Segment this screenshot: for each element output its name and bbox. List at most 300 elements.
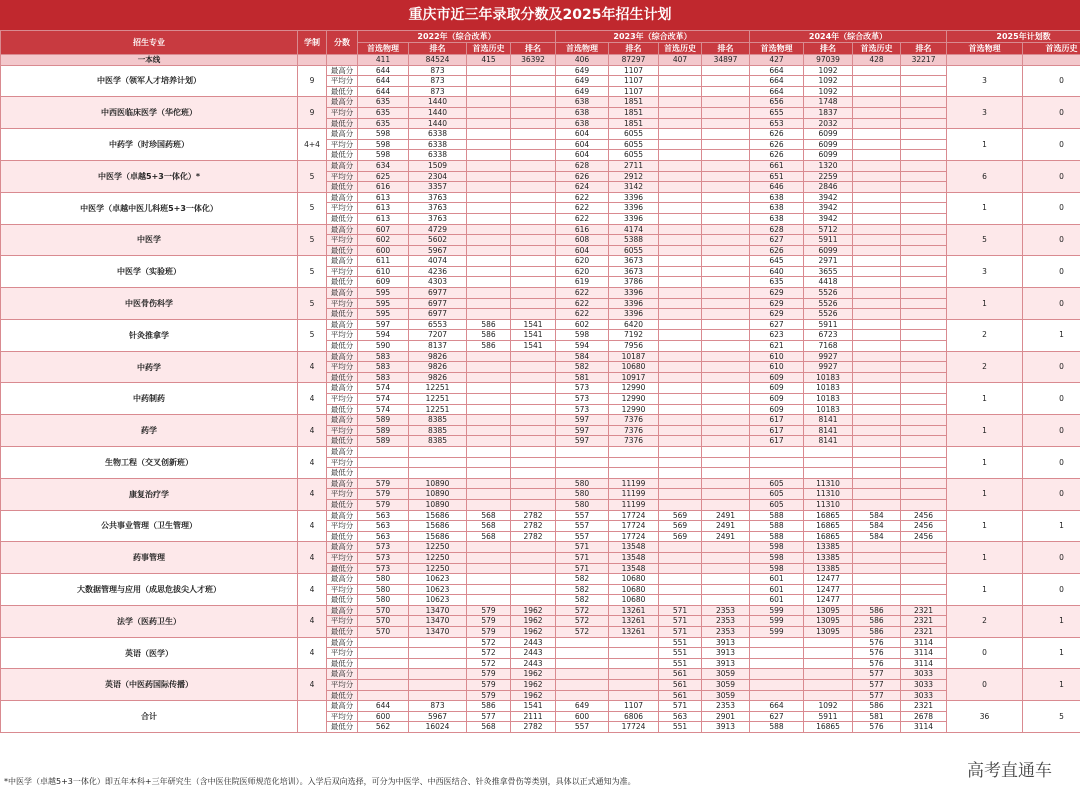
- score-cell: 661: [750, 160, 804, 171]
- score-cell: [467, 362, 511, 373]
- score-cell: 561: [659, 680, 702, 691]
- score-cell: 568: [467, 722, 511, 733]
- score-type-label: 最低分: [327, 245, 358, 256]
- plan-history: 0: [1023, 542, 1080, 574]
- score-cell: 601: [750, 574, 804, 585]
- score-cell: 557: [556, 722, 609, 733]
- score-cell: 598: [750, 542, 804, 553]
- score-cell: [467, 76, 511, 87]
- score-cell: [659, 139, 702, 150]
- score-cell: [853, 150, 901, 161]
- score-cell: [853, 288, 901, 299]
- score-cell: [659, 351, 702, 362]
- major-duration: 4: [298, 510, 327, 542]
- plan-physics: 2: [947, 351, 1023, 383]
- score-cell: [853, 192, 901, 203]
- score-cell: [659, 288, 702, 299]
- score-cell: 2111: [511, 711, 556, 722]
- score-cell: 13261: [609, 605, 659, 616]
- score-cell: [467, 213, 511, 224]
- score-cell: 551: [659, 637, 702, 648]
- footnote: *中医学（卓越5+3一体化）即五年本科+三年研究生（含中医住院医师规范化培训）。入学后双向选择，可分为中医学、中西医结合、针灸推拿骨伤等类别，具体以正式通知为准。: [4, 777, 636, 786]
- score-cell: [750, 468, 804, 479]
- score-cell: [853, 404, 901, 415]
- score-cell: [467, 404, 511, 415]
- score-cell: 626: [750, 150, 804, 161]
- score-cell: 13095: [804, 616, 853, 627]
- plan-physics: 2: [947, 319, 1023, 351]
- score-cell: [609, 669, 659, 680]
- major-group: [1, 351, 1080, 383]
- score-cell: 622: [556, 203, 609, 214]
- score-cell: [702, 383, 750, 394]
- score-cell: 5388: [609, 235, 659, 246]
- score-cell: [659, 298, 702, 309]
- score-type-label: 最高分: [327, 415, 358, 426]
- score-cell: 13470: [409, 605, 467, 616]
- score-cell: 582: [556, 595, 609, 606]
- score-cell: [659, 383, 702, 394]
- score-cell: [901, 139, 947, 150]
- score-cell: [853, 235, 901, 246]
- score-cell: 625: [358, 171, 409, 182]
- score-cell: 638: [750, 213, 804, 224]
- score-cell: 15686: [409, 531, 467, 542]
- table-row: [1, 446, 1080, 457]
- score-cell: [702, 76, 750, 87]
- score-type-label: 最低分: [327, 372, 358, 383]
- score-cell: [467, 574, 511, 585]
- score-cell: [702, 372, 750, 383]
- score-cell: 655: [750, 107, 804, 118]
- subheader-history: 首选历史: [659, 43, 702, 55]
- score-cell: [901, 192, 947, 203]
- score-cell: [853, 499, 901, 510]
- score-cell: [901, 277, 947, 288]
- score-cell: 605: [750, 478, 804, 489]
- score-cell: 2321: [901, 627, 947, 638]
- score-cell: 16865: [804, 531, 853, 542]
- score-cell: [853, 595, 901, 606]
- score-cell: [853, 446, 901, 457]
- score-cell: 574: [358, 394, 409, 405]
- score-type-label: 最高分: [327, 478, 358, 489]
- score-cell: 604: [556, 129, 609, 140]
- major-name: 公共事业管理（卫生管理）: [1, 510, 298, 542]
- score-cell: [702, 552, 750, 563]
- score-cell: [659, 76, 702, 87]
- score-cell: 602: [358, 235, 409, 246]
- score-cell: [556, 690, 609, 701]
- score-cell: 10623: [409, 574, 467, 585]
- major-duration: 5: [298, 288, 327, 320]
- score-cell: 7376: [609, 415, 659, 426]
- score-cell: 12250: [409, 552, 467, 563]
- score-cell: [804, 468, 853, 479]
- score-cell: 1107: [609, 65, 659, 76]
- score-cell: [702, 235, 750, 246]
- major-group: [1, 129, 1080, 161]
- plan-history: 1: [1023, 605, 1080, 637]
- score-cell: 2353: [702, 701, 750, 712]
- score-cell: 568: [467, 531, 511, 542]
- score-cell: 589: [358, 425, 409, 436]
- score-cell: [409, 468, 467, 479]
- score-cell: [901, 457, 947, 468]
- score-cell: [702, 107, 750, 118]
- score-cell: 2782: [511, 521, 556, 532]
- score-cell: 638: [556, 118, 609, 129]
- score-cell: 597: [556, 415, 609, 426]
- score-cell: 8141: [804, 415, 853, 426]
- score-cell: 2304: [409, 171, 467, 182]
- major-group: [1, 446, 1080, 478]
- score-cell: 15686: [409, 510, 467, 521]
- score-cell: 557: [556, 531, 609, 542]
- score-cell: 6099: [804, 245, 853, 256]
- major-group: [1, 669, 1080, 701]
- score-cell: 5526: [804, 298, 853, 309]
- score-cell: [467, 139, 511, 150]
- baseline-row: [1, 55, 1080, 66]
- score-type-label: 最低分: [327, 468, 358, 479]
- score-cell: [901, 171, 947, 182]
- score-type-label: 最低分: [327, 341, 358, 352]
- score-cell: 629: [750, 309, 804, 320]
- major-duration: 4: [298, 383, 327, 415]
- score-cell: [409, 690, 467, 701]
- table-row: [1, 510, 1080, 521]
- score-cell: [358, 637, 409, 648]
- score-cell: [511, 542, 556, 553]
- score-cell: [511, 235, 556, 246]
- score-cell: 17724: [609, 521, 659, 532]
- score-cell: [702, 288, 750, 299]
- score-cell: 3396: [609, 298, 659, 309]
- major-name: 中医学（实验班）: [1, 256, 298, 288]
- score-cell: 628: [750, 224, 804, 235]
- plan-history: 0: [1023, 415, 1080, 447]
- score-cell: 573: [358, 542, 409, 553]
- score-cell: 8385: [409, 436, 467, 447]
- score-type-label: 平均分: [327, 298, 358, 309]
- score-cell: 3942: [804, 203, 853, 214]
- score-cell: [467, 97, 511, 108]
- score-cell: 613: [358, 203, 409, 214]
- score-cell: 10680: [609, 595, 659, 606]
- score-cell: 10680: [609, 362, 659, 373]
- score-cell: 10183: [804, 372, 853, 383]
- score-cell: [409, 680, 467, 691]
- score-cell: 616: [358, 182, 409, 193]
- score-cell: 3763: [409, 192, 467, 203]
- score-cell: [702, 415, 750, 426]
- score-cell: [901, 415, 947, 426]
- score-cell: 557: [556, 510, 609, 521]
- plan-history: 0: [1023, 351, 1080, 383]
- score-cell: [702, 86, 750, 97]
- score-cell: 16865: [804, 722, 853, 733]
- major-group: [1, 510, 1080, 542]
- table-row: [1, 97, 1080, 108]
- score-cell: [659, 563, 702, 574]
- score-cell: [853, 383, 901, 394]
- score-cell: 12251: [409, 394, 467, 405]
- score-cell: 598: [556, 330, 609, 341]
- major-group: [1, 319, 1080, 351]
- baseline-value: 84524: [409, 55, 467, 66]
- score-cell: 588: [750, 722, 804, 733]
- score-cell: [467, 394, 511, 405]
- score-cell: 579: [358, 478, 409, 489]
- score-cell: [358, 457, 409, 468]
- score-type-label: 最低分: [327, 182, 358, 193]
- score-cell: [804, 637, 853, 648]
- score-type-label: 最低分: [327, 563, 358, 574]
- score-cell: [702, 457, 750, 468]
- score-cell: [659, 341, 702, 352]
- table-row: [1, 288, 1080, 299]
- score-cell: [511, 86, 556, 97]
- score-cell: 6055: [609, 139, 659, 150]
- plan-history: 0: [1023, 97, 1080, 129]
- score-cell: [556, 648, 609, 659]
- score-cell: 12477: [804, 595, 853, 606]
- score-cell: [467, 192, 511, 203]
- score-cell: 586: [853, 605, 901, 616]
- score-cell: [901, 160, 947, 171]
- score-cell: [702, 478, 750, 489]
- score-cell: 640: [750, 266, 804, 277]
- score-cell: 873: [409, 76, 467, 87]
- score-cell: 10917: [609, 372, 659, 383]
- score-cell: [659, 457, 702, 468]
- score-cell: 570: [358, 616, 409, 627]
- score-cell: 2491: [702, 531, 750, 542]
- score-cell: [901, 552, 947, 563]
- plan-history: 0: [1023, 65, 1080, 97]
- score-cell: 3059: [702, 669, 750, 680]
- score-cell: 573: [556, 383, 609, 394]
- score-cell: [853, 309, 901, 320]
- score-cell: 8141: [804, 436, 853, 447]
- score-cell: 2353: [702, 627, 750, 638]
- score-cell: 6977: [409, 298, 467, 309]
- major-name: 药学: [1, 415, 298, 447]
- admission-score-table: [0, 30, 1080, 733]
- score-cell: [467, 351, 511, 362]
- score-cell: 635: [358, 97, 409, 108]
- score-type-label: 平均分: [327, 584, 358, 595]
- score-cell: [853, 171, 901, 182]
- score-type-label: 平均分: [327, 616, 358, 627]
- score-cell: 873: [409, 86, 467, 97]
- score-cell: 644: [358, 76, 409, 87]
- score-type-label: 最低分: [327, 595, 358, 606]
- score-cell: [750, 680, 804, 691]
- plan-physics: 36: [947, 701, 1023, 733]
- score-cell: [511, 362, 556, 373]
- score-cell: [702, 266, 750, 277]
- score-type-label: 最低分: [327, 309, 358, 320]
- score-cell: [853, 574, 901, 585]
- score-cell: 5967: [409, 711, 467, 722]
- table-row: [1, 605, 1080, 616]
- score-cell: [467, 446, 511, 457]
- score-cell: 9927: [804, 351, 853, 362]
- score-cell: 1092: [804, 65, 853, 76]
- score-cell: [556, 468, 609, 479]
- subheader-physics: 首选物理: [358, 43, 409, 55]
- plan-physics: 1: [947, 415, 1023, 447]
- score-cell: 623: [750, 330, 804, 341]
- score-cell: [511, 97, 556, 108]
- score-cell: 17724: [609, 510, 659, 521]
- score-cell: 572: [467, 658, 511, 669]
- score-cell: 551: [659, 658, 702, 669]
- score-cell: [467, 425, 511, 436]
- major-duration: 5: [298, 256, 327, 288]
- baseline-value: 428: [853, 55, 901, 66]
- score-type-label: 最高分: [327, 542, 358, 553]
- score-cell: 580: [556, 499, 609, 510]
- score-cell: [901, 245, 947, 256]
- score-cell: [409, 637, 467, 648]
- score-cell: [358, 468, 409, 479]
- score-cell: 2443: [511, 637, 556, 648]
- score-cell: 12251: [409, 404, 467, 415]
- score-cell: [511, 584, 556, 595]
- score-cell: [659, 192, 702, 203]
- major-name: 中医学（卓越5+3一体化）*: [1, 160, 298, 192]
- score-cell: 2443: [511, 658, 556, 669]
- score-cell: 604: [556, 245, 609, 256]
- score-type-label: 平均分: [327, 266, 358, 277]
- score-cell: 594: [358, 330, 409, 341]
- score-cell: [511, 171, 556, 182]
- score-cell: 656: [750, 97, 804, 108]
- score-cell: 626: [556, 171, 609, 182]
- score-cell: 635: [358, 118, 409, 129]
- score-cell: 601: [750, 584, 804, 595]
- baseline-value: 34897: [702, 55, 750, 66]
- score-cell: [702, 489, 750, 500]
- baseline-value: 415: [467, 55, 511, 66]
- score-cell: 1107: [609, 701, 659, 712]
- score-cell: [853, 425, 901, 436]
- score-cell: [659, 499, 702, 510]
- score-type-label: 最高分: [327, 383, 358, 394]
- score-cell: [702, 330, 750, 341]
- score-cell: 581: [556, 372, 609, 383]
- score-cell: 580: [358, 574, 409, 585]
- score-cell: 605: [750, 499, 804, 510]
- table-row: [1, 637, 1080, 648]
- score-cell: [511, 182, 556, 193]
- table-row: [1, 415, 1080, 426]
- score-cell: 7376: [609, 436, 659, 447]
- score-cell: 572: [556, 605, 609, 616]
- score-cell: [901, 76, 947, 87]
- score-cell: [901, 256, 947, 267]
- score-cell: 13261: [609, 627, 659, 638]
- score-cell: 11199: [609, 489, 659, 500]
- score-cell: [702, 129, 750, 140]
- score-cell: [467, 107, 511, 118]
- score-cell: 644: [358, 701, 409, 712]
- score-cell: [467, 65, 511, 76]
- score-cell: 1962: [511, 669, 556, 680]
- score-cell: 13385: [804, 563, 853, 574]
- score-cell: 13385: [804, 552, 853, 563]
- score-cell: [702, 277, 750, 288]
- plan-physics: 3: [947, 97, 1023, 129]
- plan-history: 0: [1023, 129, 1080, 161]
- score-cell: 8385: [409, 415, 467, 426]
- table-row: [1, 351, 1080, 362]
- score-type-label: 最低分: [327, 213, 358, 224]
- score-cell: [659, 129, 702, 140]
- baseline-value: 97039: [804, 55, 853, 66]
- score-cell: 5911: [804, 711, 853, 722]
- plan-history: 0: [1023, 574, 1080, 606]
- score-cell: [511, 468, 556, 479]
- score-cell: [659, 65, 702, 76]
- score-cell: [511, 118, 556, 129]
- score-cell: [511, 436, 556, 447]
- score-cell: [511, 277, 556, 288]
- score-cell: [702, 499, 750, 510]
- score-cell: [659, 584, 702, 595]
- score-cell: 576: [853, 658, 901, 669]
- score-cell: 7956: [609, 341, 659, 352]
- score-cell: [702, 118, 750, 129]
- score-cell: 627: [750, 235, 804, 246]
- score-cell: 6338: [409, 129, 467, 140]
- score-cell: 579: [467, 605, 511, 616]
- score-cell: 600: [358, 711, 409, 722]
- score-cell: [511, 309, 556, 320]
- score-cell: 10623: [409, 584, 467, 595]
- score-cell: [750, 658, 804, 669]
- plan-history: 0: [1023, 224, 1080, 256]
- score-cell: [467, 499, 511, 510]
- score-cell: [659, 266, 702, 277]
- score-cell: 588: [750, 531, 804, 542]
- major-duration: 5: [298, 224, 327, 256]
- score-cell: [659, 86, 702, 97]
- score-cell: 13470: [409, 627, 467, 638]
- score-cell: [901, 150, 947, 161]
- score-cell: [853, 203, 901, 214]
- subheader-rank: 排名: [901, 43, 947, 55]
- header-year-2023: 2023年（综合改革）: [556, 31, 750, 43]
- score-cell: 588: [750, 510, 804, 521]
- score-cell: 622: [556, 213, 609, 224]
- score-cell: [853, 372, 901, 383]
- score-cell: 6055: [609, 150, 659, 161]
- score-type-label: 最高分: [327, 605, 358, 616]
- empty-cell: [327, 55, 358, 66]
- score-cell: 2443: [511, 648, 556, 659]
- score-cell: 3033: [901, 669, 947, 680]
- major-duration: 4: [298, 669, 327, 701]
- major-group: [1, 192, 1080, 224]
- score-cell: 572: [556, 627, 609, 638]
- score-cell: 579: [467, 680, 511, 691]
- score-cell: [467, 563, 511, 574]
- score-cell: 2321: [901, 605, 947, 616]
